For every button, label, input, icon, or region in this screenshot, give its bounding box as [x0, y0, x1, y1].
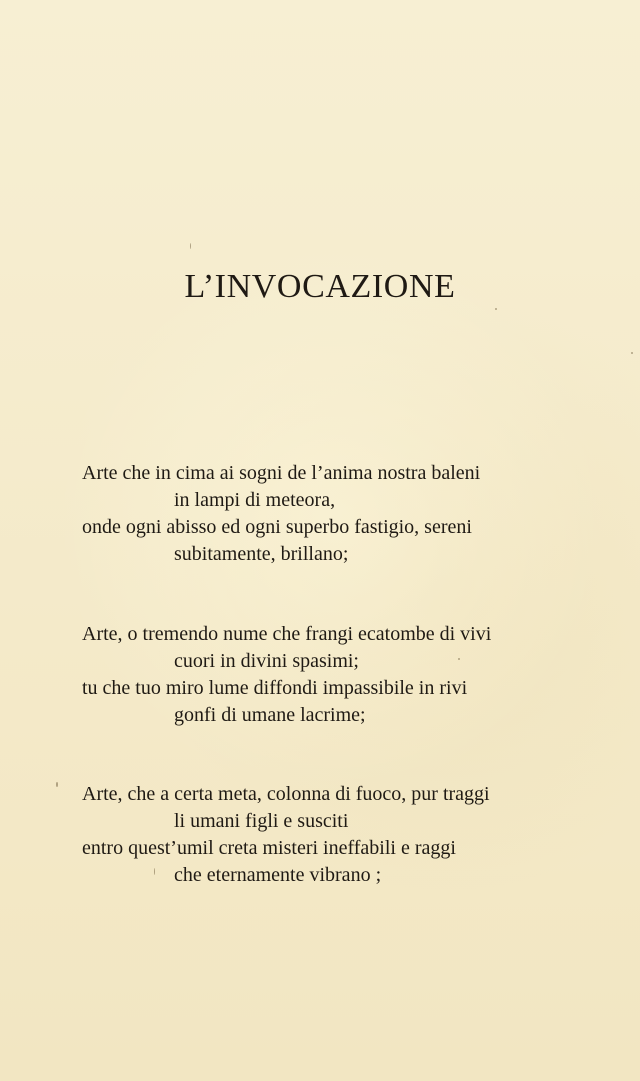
verse-line: Arte, o tremendo nume che frangi ecatombe di vivi	[82, 623, 492, 645]
verse-line: Arte che in cima ai sogni de l’anima nostra baleni	[82, 462, 481, 484]
paper-speck	[631, 352, 633, 354]
verse-line: tu che tuo miro lume diffondi impassibile in rivi	[82, 677, 468, 699]
page-title: L’INVOCAZIONE	[184, 268, 456, 305]
stanza-2	[82, 621, 582, 729]
verse-line: cuori in divini spasimi;	[174, 650, 359, 672]
stanza-1	[82, 460, 582, 568]
paper-speck	[190, 243, 191, 249]
verse-line: Arte, che a certa meta, colonna di fuoco, pur traggi	[82, 783, 490, 805]
verse-line: entro quest’umil creta misteri ineffabili e raggi	[82, 837, 456, 859]
stanza-3	[82, 781, 582, 889]
paper-speck	[56, 782, 58, 787]
verse-line: gonfi di umane lacrime;	[174, 704, 366, 726]
verse-line: che eternamente vibrano ;	[174, 864, 382, 886]
paper-speck	[495, 308, 497, 310]
verse-line: subitamente, brillano;	[174, 543, 349, 565]
verse-line: li umani figli e susciti	[174, 810, 349, 832]
verse-line: in lampi di meteora,	[174, 489, 336, 511]
verse-line: onde ogni abisso ed ogni superbo fastigio, sereni	[82, 516, 472, 538]
